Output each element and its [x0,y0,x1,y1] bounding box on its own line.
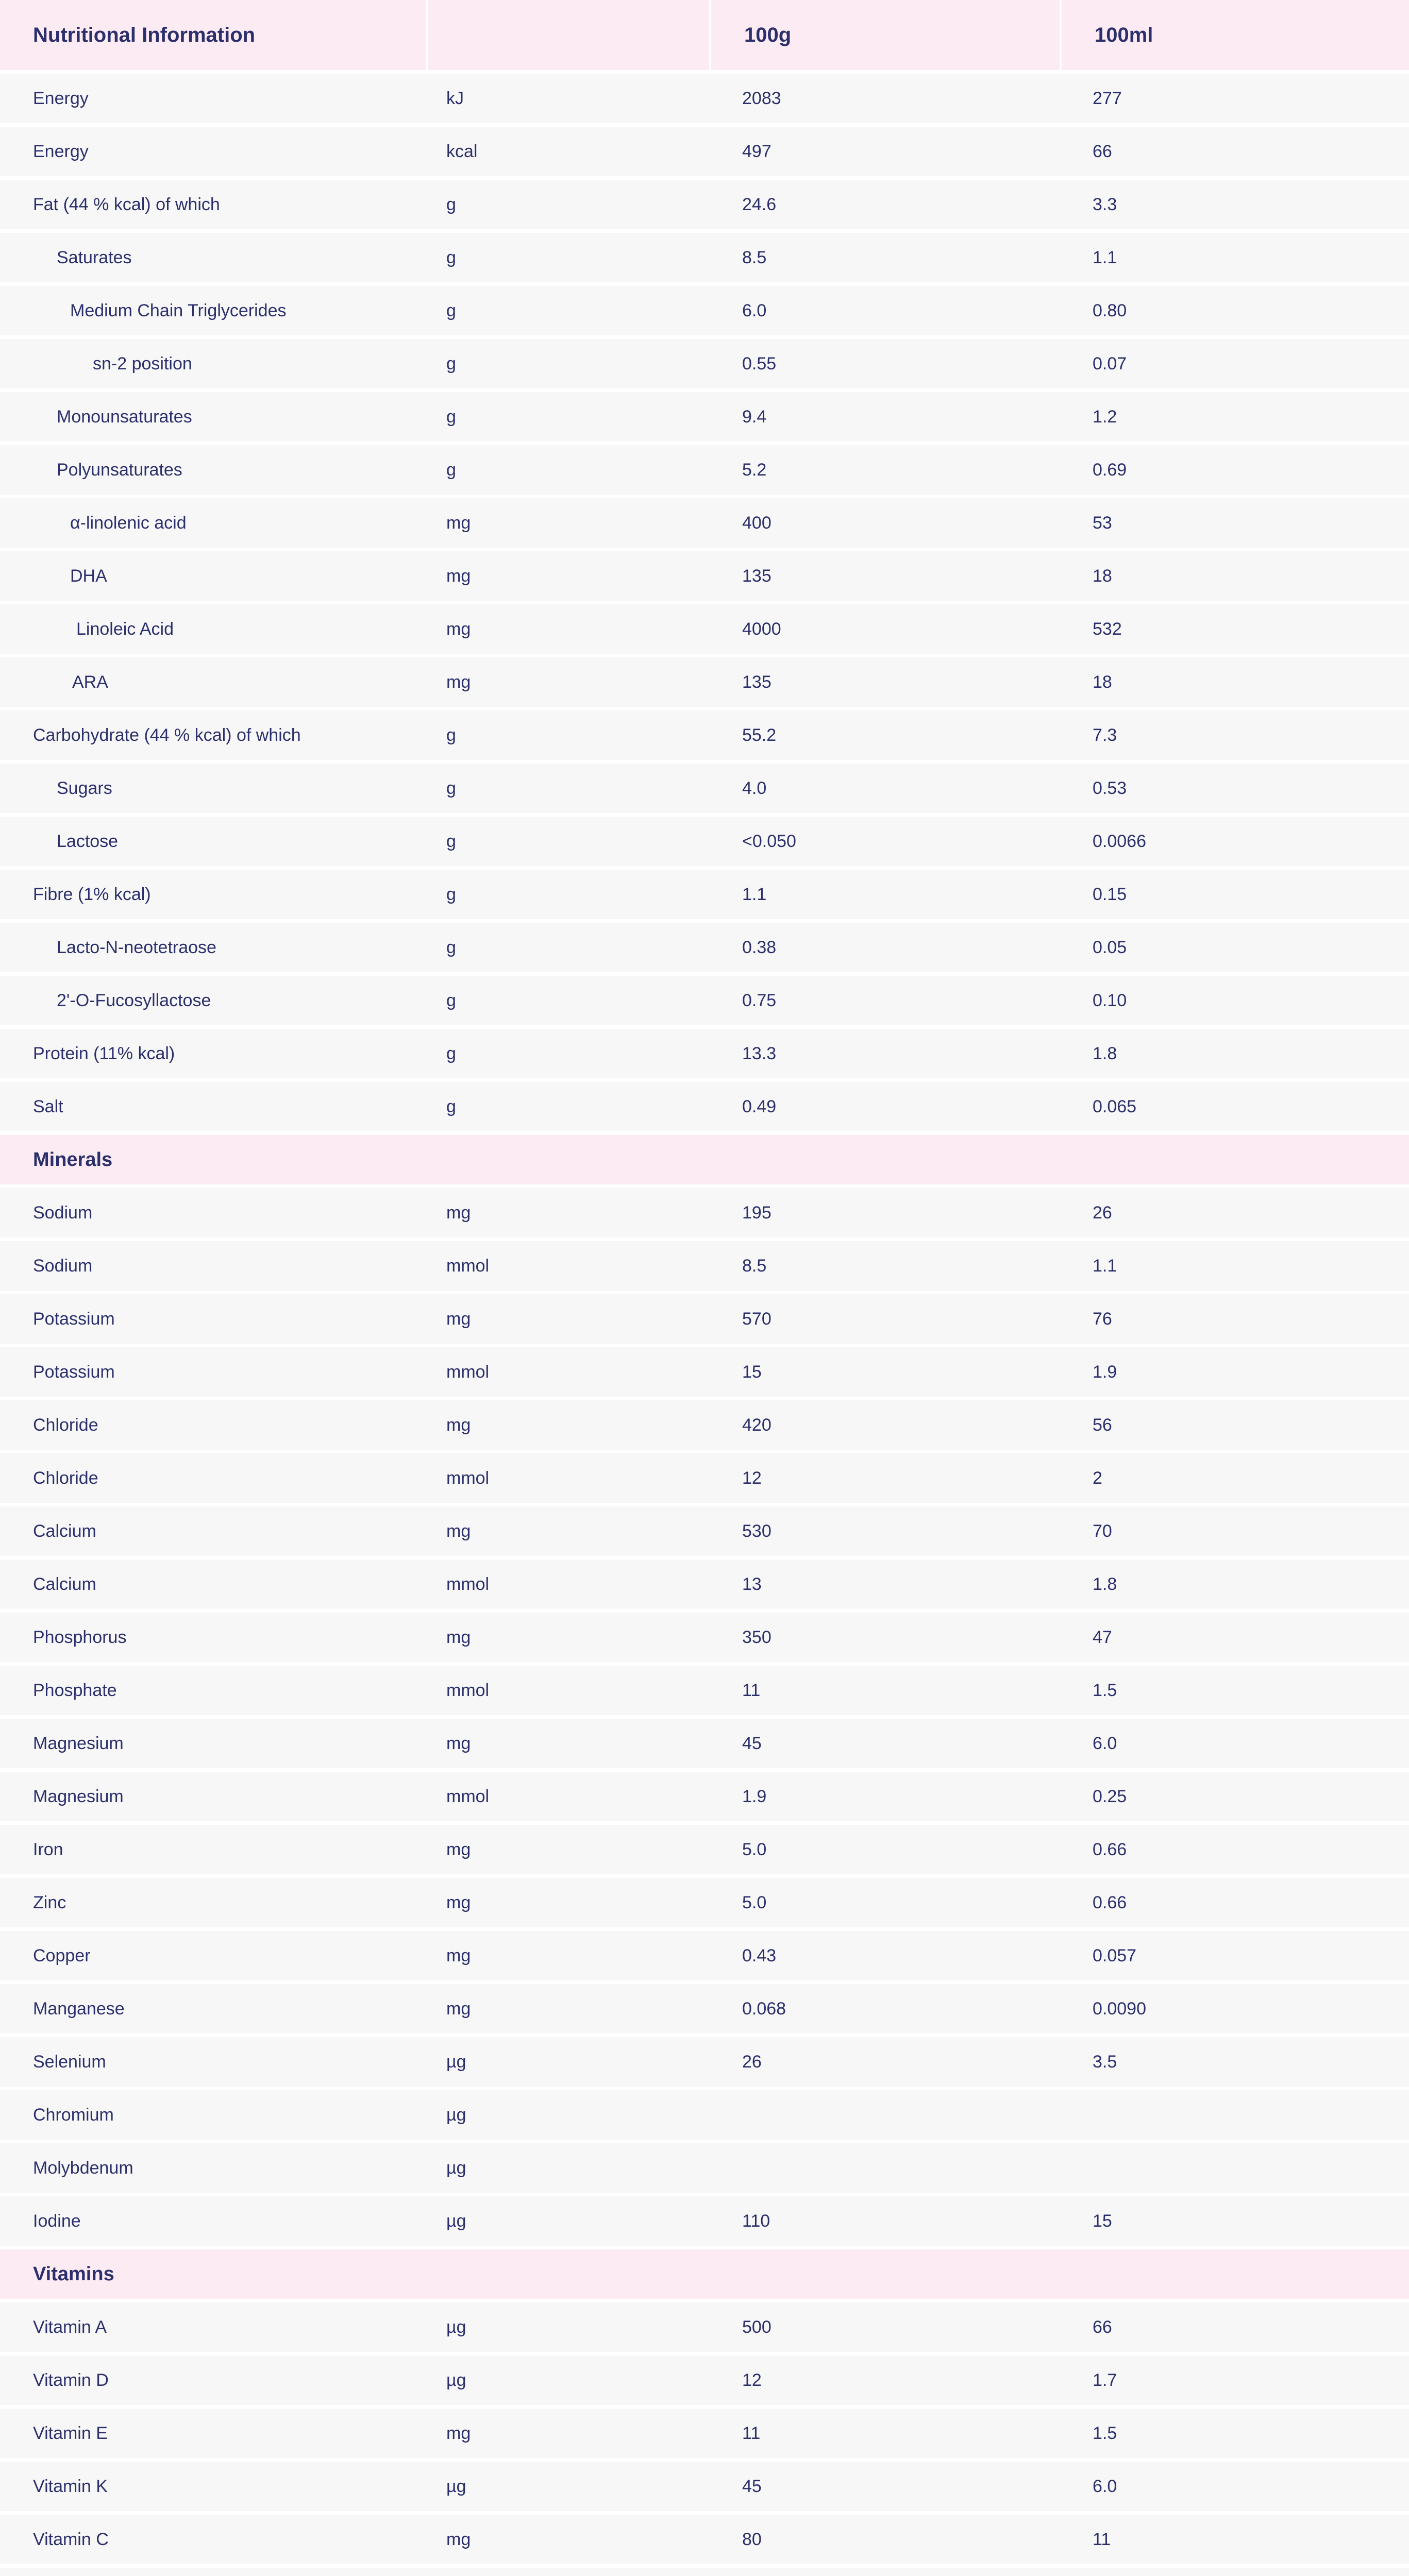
nutrient-name: Vitamin D [33,2370,109,2390]
value-100g: 110 [742,2211,770,2231]
value-100g: <0.050 [742,831,796,851]
unit-cell: µg [446,2211,466,2231]
value-100g: 0.38 [742,937,777,957]
table-row [0,2568,1409,2576]
nutrient-name: Selenium [33,2052,106,2072]
unit-cell: g [446,990,456,1010]
value-100ml: 3.5 [1093,2052,1117,2072]
table-row [0,1347,1409,1397]
nutrient-name: Molybdenum [33,2158,133,2178]
unit-cell: mg [446,1415,471,1435]
table-row [0,2196,1409,2246]
value-100ml: 1.5 [1093,2423,1117,2443]
table-row [0,1613,1409,1662]
table-row [0,604,1409,654]
table-row [0,339,1409,388]
vitamins-list [0,2302,1409,2576]
value-100g: 497 [742,141,771,161]
nutrient-name: Phosphorus [33,1627,127,1647]
value-100ml: 0.15 [1093,884,1127,904]
value-100g: 55.2 [742,725,777,745]
header-100g: 100g [709,0,1060,70]
value-100ml: 0.80 [1093,300,1127,320]
table-row [0,2090,1409,2140]
nutrient-name: Vitamin A [33,2317,107,2337]
table-row [0,1931,1409,1980]
value-100g [709,2090,1060,2140]
value-100ml: 66 [1093,2317,1112,2337]
unit-cell: µg [446,2105,466,2125]
nutrient-name: α-linolenic acid [70,513,187,533]
table-row [0,1294,1409,1344]
nutrient-name: Carbohydrate (44 % kcal) of which [33,725,301,745]
nutrient-name: Copper [33,1945,91,1965]
value-100g: 4000 [742,619,781,639]
value-100ml: 11 [1093,2529,1111,2549]
value-100ml: 56 [1093,1415,1112,1435]
unit-cell: µg [446,2317,466,2337]
value-100g: 8.5 [742,247,767,267]
value-100g: 530 [742,1521,771,1541]
value-100ml: 0.66 [1093,1839,1127,1859]
table-row [0,233,1409,282]
nutrient-name: Potassium [33,1309,115,1329]
unit-cell: g [446,460,456,480]
unit-cell: mmol [446,1574,490,1594]
nutrient-name: Fibre (1% kcal) [33,884,151,904]
unit-cell: mg [446,619,471,639]
unit-cell: mg [446,1945,471,1965]
nutrient-name: Vitamin C [33,2529,109,2549]
unit-cell: g [446,353,456,374]
value-100g: 1.1 [742,884,767,904]
unit-cell: g [446,884,456,904]
table-row [0,74,1409,123]
value-100g: 135 [742,566,771,586]
table-row [0,2143,1409,2193]
value-100g: 13.3 [742,1043,777,1063]
unit-cell: mg [446,1733,471,1753]
value-100g [709,2143,1060,2193]
value-100ml: 532 [1093,619,1122,639]
value-100g: 5.0 [742,1839,767,1859]
value-100ml [1060,2143,1409,2193]
value-100ml: 1.1 [1093,247,1117,267]
nutrient-name: Protein (11% kcal) [33,1043,175,1063]
table-row [0,2462,1409,2511]
unit-cell: mg [446,566,471,586]
value-100g: 0.55 [742,353,777,374]
nutrient-name: Chloride [33,1415,98,1435]
nutrient-name: Lacto-N-neotetraose [57,937,216,957]
table-row [0,1825,1409,1874]
value-100ml: 3.3 [1093,194,1117,214]
value-100g: 24.6 [742,194,777,214]
value-100g: 500 [742,2317,771,2337]
value-100ml: 47 [1093,1627,1112,1647]
nutrient-name: Calcium [33,1574,96,1594]
table-row [0,1453,1409,1503]
nutrient-name: Linoleic Acid [76,619,174,639]
unit-cell: mg [446,513,471,533]
value-100ml: 0.05 [1093,937,1127,957]
unit-cell: mg [446,2423,471,2443]
nutrient-name: Iron [33,1839,63,1859]
table-row [0,1878,1409,1927]
unit-cell: µg [446,2158,466,2178]
value-100g: 1.9 [742,1786,767,1806]
value-100g: 12 [742,1468,762,1488]
unit-cell: g [446,778,456,798]
unit-cell: mmol [446,1256,490,1276]
unit-cell: kJ [446,88,464,108]
value-100ml: 277 [1093,88,1122,108]
value-100ml: 0.10 [1093,990,1127,1010]
nutrient-name [0,2568,426,2576]
value-100g: 4.0 [742,778,767,798]
unit-cell: g [446,406,456,427]
value-100ml: 7.3 [1093,725,1117,745]
unit-cell: kcal [446,141,478,161]
value-100g: 26 [742,2052,762,2072]
unit-cell: mg [446,1998,471,2019]
value-100g: 6.0 [742,300,767,320]
nutrient-name: Chloride [33,1468,98,1488]
nutrient-name: DHA [70,566,107,586]
value-100g: 400 [742,513,771,533]
table-row [0,445,1409,495]
value-100g: 11 [742,1680,761,1700]
value-100ml: 18 [1093,672,1112,692]
value-100g: 0.49 [742,1096,777,1116]
nutrient-name: Fat (44 % kcal) of which [33,194,220,214]
value-100g: 13 [742,1574,762,1594]
nutrient-name: ARA [72,672,108,692]
value-100ml: 26 [1093,1202,1112,1223]
minerals-list [0,1188,1409,2246]
unit-cell: mg [446,1521,471,1541]
nutrient-name: Manganese [33,1998,125,2019]
unit-cell: µg [446,2370,466,2390]
value-100ml [1060,2568,1409,2576]
table-row [0,2515,1409,2564]
table-row [0,2409,1409,2458]
table-row [0,1984,1409,2033]
value-100ml: 53 [1093,513,1112,533]
unit-cell: g [446,1043,456,1063]
value-100ml: 1.9 [1093,1362,1117,1382]
table-row [0,1506,1409,1556]
table-row [0,1029,1409,1078]
value-100ml: 15 [1093,2211,1112,2231]
unit-cell: µg [446,2052,466,2072]
unit-cell: mg [446,1202,471,1223]
value-100ml: 0.69 [1093,460,1127,480]
unit-cell: mg [446,1309,471,1329]
nutrient-name: Sodium [33,1256,93,1276]
nutrient-name: Salt [33,1096,63,1116]
table-row [0,1082,1409,1131]
unit-cell: mg [446,2529,471,2549]
nutrient-name: Iodine [33,2211,81,2231]
value-100ml: 0.0066 [1093,831,1146,851]
nutrient-name: Sodium [33,1202,93,1223]
table-row [0,764,1409,813]
value-100ml: 76 [1093,1309,1112,1329]
unit-cell: g [446,937,456,957]
main-nutrients [0,74,1409,1131]
nutrient-name: Vitamin K [33,2476,108,2496]
value-100ml: 0.0090 [1093,1998,1146,2019]
nutrient-name: Chromium [33,2105,114,2125]
unit-cell: g [446,831,456,851]
value-100g: 195 [742,1202,771,1223]
unit-cell: mg [446,672,471,692]
table-row [0,127,1409,176]
unit-cell: g [446,247,456,267]
value-100g: 570 [742,1309,771,1329]
nutrient-name: Energy [33,88,89,108]
table-row [0,286,1409,335]
value-100g: 2083 [742,88,781,108]
unit-cell: g [446,194,456,214]
value-100g [709,2568,1060,2576]
value-100ml [1060,2090,1409,2140]
table-row [0,657,1409,707]
table-row [0,2302,1409,2352]
table-row [0,551,1409,601]
value-100g: 9.4 [742,406,767,427]
value-100ml: 1.5 [1093,1680,1117,1700]
nutrient-name: Sugars [57,778,112,798]
nutrient-name: Zinc [33,1892,66,1912]
section-minerals: Minerals [0,1135,1409,1184]
value-100g: 80 [742,2529,762,2549]
value-100ml: 2 [1093,1468,1102,1488]
value-100ml: 0.53 [1093,778,1127,798]
value-100ml: 6.0 [1093,1733,1117,1753]
table-row [0,1666,1409,1715]
section-vitamins: Vitamins [0,2249,1409,2299]
value-100ml: 1.2 [1093,406,1117,427]
table-row [0,870,1409,919]
table-row [0,2037,1409,2087]
nutrient-name: Phosphate [33,1680,117,1700]
header-100ml: 100ml [1060,0,1409,70]
value-100g: 45 [742,1733,762,1753]
value-100ml: 18 [1093,566,1112,586]
nutrient-name: Potassium [33,1362,115,1382]
unit-cell: mmol [446,1468,490,1488]
value-100g: 0.068 [742,1998,786,2019]
value-100g: 12 [742,2370,762,2390]
nutrient-name: Magnesium [33,1733,124,1753]
table-row [0,1241,1409,1291]
value-100g: 0.75 [742,990,777,1010]
nutrient-name: Polyunsaturates [57,460,182,480]
value-100g: 0.43 [742,1945,777,1965]
table-row [0,817,1409,866]
unit-cell: mmol [446,1362,490,1382]
table-row [0,1400,1409,1450]
header-nutritional-information: Nutritional Information [33,23,256,46]
table-row [0,976,1409,1025]
value-100g: 45 [742,2476,762,2496]
unit-cell: mg [446,1839,471,1859]
value-100ml: 70 [1093,1521,1112,1541]
table-row [0,923,1409,972]
value-100g: 135 [742,672,771,692]
value-100ml: 6.0 [1093,2476,1117,2496]
value-100g: 8.5 [742,1256,767,1276]
value-100ml: 0.66 [1093,1892,1127,1912]
table-row [0,1719,1409,1768]
nutrient-name: 2'-O-Fucosyllactose [57,990,211,1010]
value-100g: 5.2 [742,460,767,480]
value-100ml: 0.07 [1093,353,1127,374]
value-100ml: 66 [1093,141,1112,161]
value-100ml: 0.25 [1093,1786,1127,1806]
value-100g: 5.0 [742,1892,767,1912]
nutrient-name: Lactose [57,831,119,851]
unit-cell [426,2568,709,2576]
value-100g: 350 [742,1627,771,1647]
value-100ml: 1.7 [1093,2370,1117,2390]
nutrient-name: Calcium [33,1521,96,1541]
unit-cell: µg [446,2476,466,2496]
value-100ml: 1.8 [1093,1574,1117,1594]
nutrient-name: Saturates [57,247,132,267]
value-100ml: 0.065 [1093,1096,1137,1116]
value-100g: 15 [742,1362,762,1382]
unit-cell: g [446,300,456,320]
table-row [0,498,1409,548]
table-header [0,0,1409,70]
unit-cell: mg [446,1892,471,1912]
nutrient-name: sn-2 position [93,353,192,374]
table-row [0,2355,1409,2405]
table-row [0,392,1409,442]
nutrient-name: Energy [33,141,89,161]
unit-cell: mmol [446,1786,490,1806]
value-100ml: 1.8 [1093,1043,1117,1063]
table-row [0,1772,1409,1821]
nutrient-name: Vitamin E [33,2423,108,2443]
value-100ml: 0.057 [1093,1945,1137,1965]
value-100g: 420 [742,1415,771,1435]
table-row [0,1560,1409,1609]
nutrient-name: Magnesium [33,1786,124,1806]
nutrient-name: Medium Chain Triglycerides [70,300,287,320]
unit-cell: g [446,1096,456,1116]
value-100g: 11 [742,2423,761,2443]
nutrient-name: Monounsaturates [57,406,192,427]
unit-cell: mg [446,1627,471,1647]
table-row [0,1188,1409,1238]
value-100ml: 1.1 [1093,1256,1117,1276]
header-unit [426,0,709,70]
table-row [0,710,1409,760]
unit-cell: g [446,725,456,745]
unit-cell: mmol [446,1680,490,1700]
table-row [0,180,1409,229]
